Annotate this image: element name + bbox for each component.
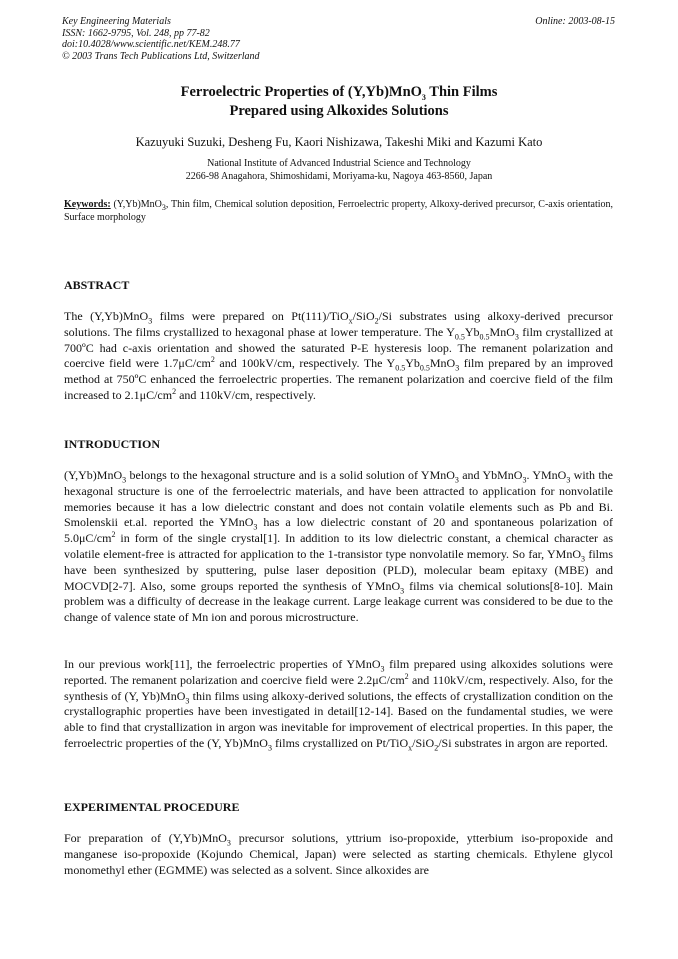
- experimental-paragraph-1: For preparation of (Y,Yb)MnO$_3$ precursor solutions, yttrium iso-propoxide, ytterbium iso-propoxide and manganese iso-propoxide (Kojundo Chemical, Japan) were selected as starting chemicals. Ethylene glycol monomethyl ether (EGMME) was selected as a solvent. Since alkoxides are: [64, 831, 614, 877]
- abstract-text: The (Y,Yb)MnO$_3$ films were prepared on Pt(111)/TiO$_x$/SiO$_2$/Si substrates using alkoxy-derived precursor solutions. The films crystallized to hexagonal phase at lower temperature. The $Y_{0.5}Yb_{0.5}MnO_3$ film crystallized at 700ºC had c-axis orientation and showed the saturated P-E hysteresis loop. The remanent polarization and coercive field were $1.7\mu C/cm^2$ and 100kV/cm, respectively. The $Y_{0.5}Yb_{0.5}MnO_3$ film prepared by an improved method at 750ºC enhanced the ferroelectric properties. The remanent polarization and coercive field of the film increased to $2.1\mu C/cm^2$ and 110kV/cm, respectively.: [64, 309, 614, 402]
- keywords-label: Keywords:: [64, 199, 111, 210]
- introduction-paragraph-2: In our previous work[11], the ferroelectric properties of YMnO$_3$ film prepared using alkoxides solutions were reported. The remanent polarization and coercive field were $2.2\mu C/cm^2$ and 110kV/cm, respectively. Also, for the synthesis of (Y, Yb)MnO$_3$ thin films using alkoxy-derived solutions, the effects of crystallization condition on the crystallographic properties have been investigated in detail[12-14]. Based on the fundamental studies, we were able to find that crystallization in argon was inevitable for improvement of electrical properties. In this paper, the ferroelectric properties of the (Y, Yb)MnO$_3$ films crystallized on Pt/TiO$_x$/SiO$_2$/Si substrates in argon are reported.: [64, 657, 614, 753]
- affiliation-institute: National Institute of Advanced Industrial Science and Technology: [207, 158, 471, 169]
- affiliation-address: 2266-98 Anagahora, Shimoshidami, Moriyama-ku, Nagoya 463-8560, Japan: [185, 171, 493, 182]
- copyright: © 2003 Trans Tech Publications Ltd, Switzerland: [62, 50, 260, 62]
- authors: Kazuyuki Suzuki, Desheng Fu, Kaori Nishizawa, Takeshi Miki and Kazumi Kato: [135, 135, 543, 149]
- title-line-2: Prepared using Alkoxides Solutions: [229, 103, 449, 119]
- journal-name: Key Engineering Materials: [62, 16, 171, 27]
- abstract-heading: ABSTRACT: [64, 278, 130, 292]
- paper-title: [0, 83, 678, 121]
- keywords-text: (Y,Yb)MnO$_3$, Thin film, Chemical solution deposition, Ferroelectric property, Alkoxy-derived precursor, C-axis orientation, Surface morphology: [64, 199, 613, 223]
- online-date: Online: 2003-08-15: [535, 16, 615, 27]
- journal-info: [62, 16, 260, 62]
- doi[interactable]: doi:10.4028/www.scientific.net/KEM.248.77: [62, 39, 240, 50]
- title-line-1: Ferroelectric Properties of (Y,Yb)MnO$_3$ Thin Films: [180, 84, 498, 102]
- introduction-paragraph-1: (Y,Yb)MnO$_3$ belongs to the hexagonal structure and is a solid solution of YMnO$_3$ and YbMnO$_3$. YMnO$_3$ with the hexagonal structure is one of the ferroelectric materials, and have been attracted to application for nonvolatile memories because it has a low dielectric constant and does not contain volatile elements such as Pb and Bi. Smolenskii et.al. reported the YMnO$_3$ has a low dielectric constant of 20 and spontaneous polarization of $5.0\mu C/cm^2$ in form of the single crystal[1]. In addition to its low dielectric constant, a chemical character as volatile element-free is attracted for application to the 1-transistor type nonvolatile memory. So far, YMnO$_3$ films have been synthesized by sputtering, pulse laser deposition (PLD), molecular beam epitaxy (MBE) and MOCVD[2-7]. Also, some groups reported the synthesis of YMnO$_3$ films via chemical solutions[8-10]. Main problem was a difficulty of decrease in the leakage current. Large leakage current was considered to be due to the change of valence state of Mn ion and porous microstructure.: [64, 468, 614, 625]
- issn: ISSN: 1662-9795, Vol. 248, pp 77-82: [62, 27, 210, 39]
- experimental-heading: EXPERIMENTAL PROCEDURE: [64, 800, 240, 814]
- introduction-heading: INTRODUCTION: [64, 437, 161, 451]
- affiliation: [0, 157, 678, 183]
- keywords: [64, 199, 613, 224]
